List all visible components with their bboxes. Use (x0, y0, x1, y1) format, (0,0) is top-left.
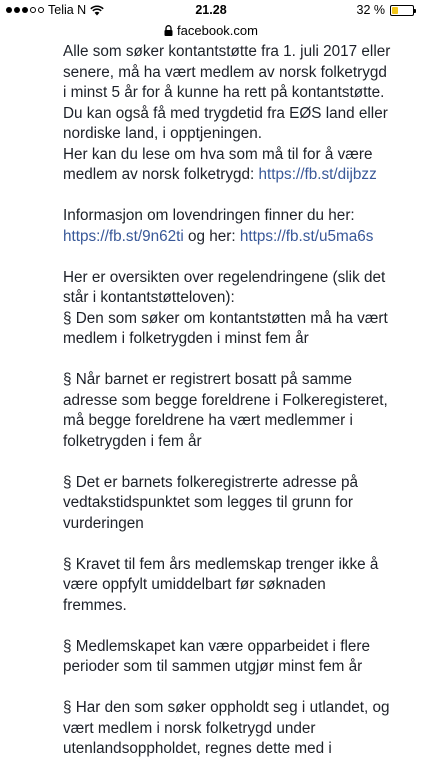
text-line: Informasjon om lovendringen finner du her: (63, 207, 355, 224)
rule-paragraph (63, 370, 418, 452)
lock-icon (164, 25, 173, 36)
text-line: står i kontantstøtteloven): (63, 289, 235, 306)
rule-paragraph (63, 637, 418, 678)
text-line (63, 165, 418, 186)
text-line: må begge foreldrene ha vært medlemmer i (63, 412, 353, 429)
text-line: folketrygden i fem år (63, 432, 202, 450)
text-line (63, 227, 418, 248)
status-right (357, 3, 415, 17)
rule-paragraph (63, 473, 418, 535)
text-line: § Det er barnets folkeregistrerte adresse på (63, 473, 359, 491)
law-change-link-2[interactable]: https://fb.st/u5ma6s (239, 227, 374, 245)
text-line: Her er oversikten over regelendringene (slik det (63, 268, 386, 286)
info-paragraph (63, 206, 418, 247)
text-line: § Kravet til fem års medlemskap trenger ikke å (63, 555, 379, 573)
text-line: § Den som søker om kontantstøtten må ha vært (63, 309, 388, 327)
text-line: Du kan også få med trygdetid fra EØS land eller (63, 104, 388, 122)
text-line: vedtakstidspunktet som legges til grunn for (63, 494, 353, 511)
text-line: perioder som til sammen utgjør minst fem år (63, 658, 363, 675)
law-change-link[interactable]: https://fb.st/9n62ti (63, 227, 184, 245)
text-line: Alle som søker kontantstøtte fra 1. juli 2017 eller (63, 43, 391, 60)
text-line: utenlandsoppholdet, regnes dette med i (63, 740, 332, 757)
membership-link[interactable]: https://fb.st/dijbzz (258, 166, 377, 183)
url-text[interactable]: facebook.com (177, 22, 258, 38)
text-line: i minst 5 år for å kunne ha rett på kontantstøtte. (63, 84, 385, 101)
intro-paragraph (63, 42, 418, 186)
text-line: senere, må ha vært medlem av norsk folketrygd (63, 63, 387, 81)
battery-level-fill (392, 7, 398, 14)
text-line: adresse som begge foreldrene i Folkeregisteret, (63, 391, 388, 409)
and-text: og her: (183, 227, 240, 245)
clock: 21.28 (195, 3, 227, 17)
text-line: medlem i folketrygden i minst fem år (63, 330, 309, 347)
text-line: § Har den som søker oppholdt seg i utlandet, og (63, 699, 390, 716)
text-line: vurderingen (63, 514, 144, 532)
rule-paragraph (63, 555, 418, 617)
text-line: nordiske land, i opptjeningen. (63, 125, 263, 142)
text-line: § Når barnet er registrert bosatt på samme (63, 371, 353, 388)
text-line: være oppfylt umiddelbart før søknaden (63, 576, 326, 593)
status-bar (0, 0, 422, 20)
battery-percent: 32 % (356, 3, 385, 17)
text-line: fremmes. (63, 596, 127, 614)
address-bar[interactable] (0, 20, 422, 40)
overview-paragraph (63, 268, 418, 350)
post-body (63, 42, 418, 780)
carrier-name: Telia N (48, 3, 87, 17)
membership-text: medlem av norsk folketrygd: (63, 166, 259, 183)
rule-paragraph (63, 698, 418, 760)
battery-icon (390, 5, 414, 16)
text-line: vært medlem i norsk folketrygd under (63, 719, 316, 737)
text-line: Her kan du lese om hva som må til for å være (63, 145, 373, 163)
text-line: § Medlemskapet kan være opparbeidet i flere (63, 637, 370, 655)
